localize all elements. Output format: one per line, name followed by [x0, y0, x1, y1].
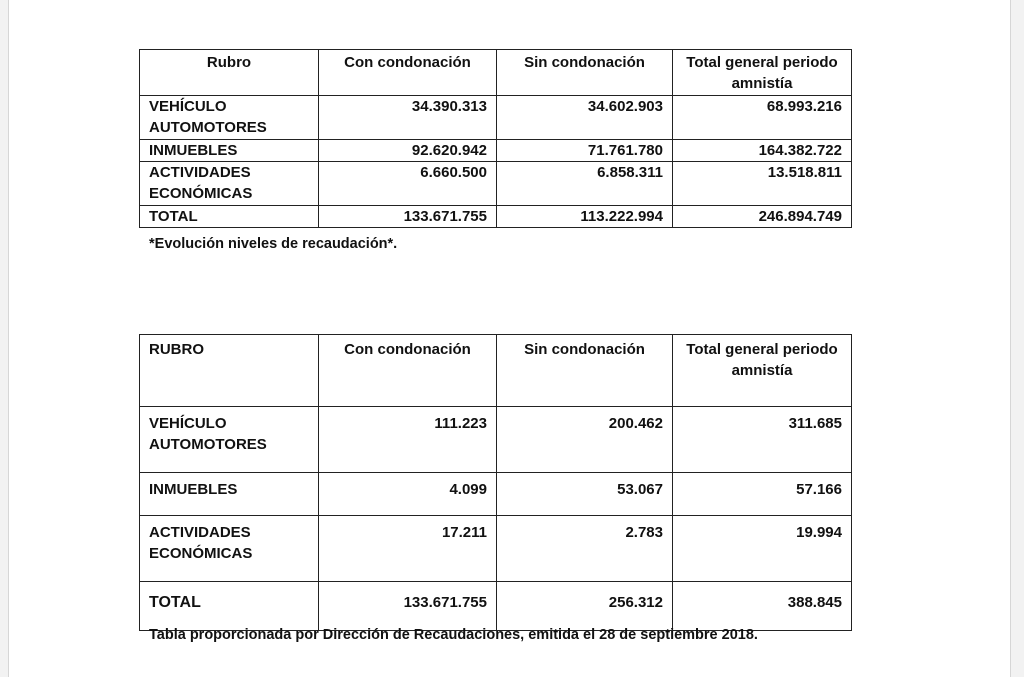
cell-total: 164.382.722 — [673, 140, 852, 162]
table-row — [140, 162, 852, 206]
cell-total: 311.685 — [673, 407, 852, 473]
table-header-row — [140, 50, 852, 96]
cell-total: 68.993.216 — [673, 96, 852, 140]
row-label: VEHÍCULO AUTOMOTORES — [140, 407, 319, 473]
collection-table-amounts — [139, 49, 852, 228]
row-label: TOTAL — [140, 582, 319, 631]
table-row — [140, 407, 852, 473]
row-label: VEHÍCULO AUTOMOTORES — [140, 96, 319, 140]
cell-con: 17.211 — [319, 516, 497, 582]
header-sin-condonacion: Sin condonación — [497, 50, 673, 96]
cell-sin: 34.602.903 — [497, 96, 673, 140]
cell-total: 57.166 — [673, 473, 852, 516]
cell-sin: 200.462 — [497, 407, 673, 473]
cell-con: 111.223 — [319, 407, 497, 473]
header-con-condonacion: Con condonación — [319, 335, 497, 407]
cell-sin: 2.783 — [497, 516, 673, 582]
header-total-general: Total general periodo amnistía — [673, 50, 852, 96]
cell-con: 133.671.755 — [319, 206, 497, 228]
row-label: TOTAL — [140, 206, 319, 228]
table-total-row — [140, 582, 852, 631]
document-page — [8, 0, 1011, 677]
table-row — [140, 140, 852, 162]
cell-total: 19.994 — [673, 516, 852, 582]
cell-total: 388.845 — [673, 582, 852, 631]
row-label: INMUEBLES — [140, 140, 319, 162]
cell-sin: 6.858.311 — [497, 162, 673, 206]
header-sin-condonacion: Sin condonación — [497, 335, 673, 407]
cell-con: 92.620.942 — [319, 140, 497, 162]
collection-table-counts — [139, 334, 852, 631]
header-rubro: RUBRO — [140, 335, 319, 407]
cell-sin: 113.222.994 — [497, 206, 673, 228]
header-rubro: Rubro — [140, 50, 319, 96]
header-total-general: Total general periodo amnistía — [673, 335, 852, 407]
table-row — [140, 96, 852, 140]
row-label: ACTIVIDADES ECONÓMICAS — [140, 162, 319, 206]
header-con-condonacion: Con condonación — [319, 50, 497, 96]
cell-sin: 53.067 — [497, 473, 673, 516]
row-label: ACTIVIDADES ECONÓMICAS — [140, 516, 319, 582]
table-total-row — [140, 206, 852, 228]
cell-con: 6.660.500 — [319, 162, 497, 206]
table2-source-note: Tabla proporcionada por Dirección de Recaudaciones, emitida el 28 de septiembre 2018. — [149, 627, 758, 643]
cell-total: 13.518.811 — [673, 162, 852, 206]
row-label: INMUEBLES — [140, 473, 319, 516]
cell-sin: 71.761.780 — [497, 140, 673, 162]
cell-con: 34.390.313 — [319, 96, 497, 140]
cell-total: 246.894.749 — [673, 206, 852, 228]
table-row — [140, 516, 852, 582]
cell-con: 133.671.755 — [319, 582, 497, 631]
table-row — [140, 473, 852, 516]
cell-con: 4.099 — [319, 473, 497, 516]
table1-note: *Evolución niveles de recaudación*. — [149, 236, 398, 252]
table-header-row — [140, 335, 852, 407]
cell-sin: 256.312 — [497, 582, 673, 631]
